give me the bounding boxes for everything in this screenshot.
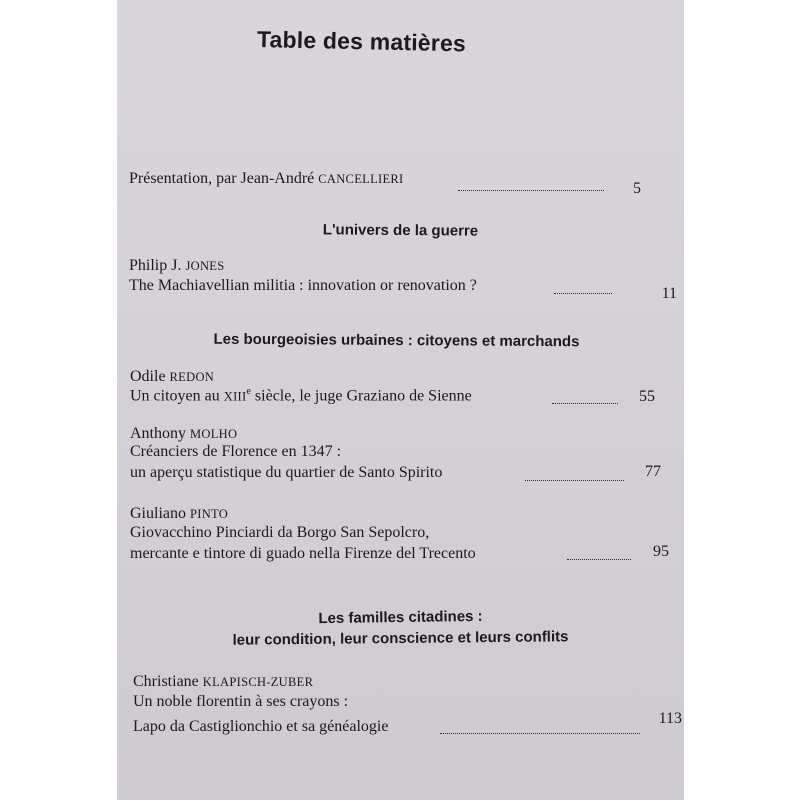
title-text: siècle, le juge Graziano de Sienne bbox=[250, 387, 472, 405]
page-number: 55 bbox=[639, 388, 655, 405]
entry-title-line: Giovacchino Pinciardi da Borgo San Sepolcro, bbox=[130, 524, 430, 541]
author-first-name: Anthony bbox=[130, 425, 190, 442]
presentation-prefix: Présentation, par Jean-André bbox=[129, 170, 319, 187]
author-last-name: PINTO bbox=[190, 507, 229, 521]
entry-author bbox=[129, 257, 224, 275]
leader-dots bbox=[567, 559, 631, 560]
entry-title-line: un aperçu statistique du quartier de Santo Spirito bbox=[130, 464, 443, 481]
author-last-name: KLAPISCH-ZUBER bbox=[202, 675, 314, 689]
page-number: 113 bbox=[658, 710, 682, 727]
page-number: 95 bbox=[653, 543, 669, 560]
entry-author bbox=[130, 368, 214, 386]
leader-dots bbox=[458, 190, 604, 191]
presentation-entry bbox=[129, 170, 404, 188]
entry-title-line: mercante e tintore di guado nella Firenze del Trecento bbox=[130, 545, 476, 562]
author-first-name: Giuliano bbox=[130, 505, 190, 522]
leader-dots bbox=[440, 733, 640, 734]
author-last-name: JONES bbox=[185, 259, 225, 273]
page-number: 5 bbox=[633, 180, 641, 197]
entry-title-line: Lapo da Castiglionchio et sa généalogie bbox=[133, 718, 389, 735]
section-heading: Les familles citadines : bbox=[318, 607, 483, 628]
century-numeral: XIII bbox=[223, 389, 247, 404]
author-first-name: Odile bbox=[130, 368, 170, 385]
section-heading: L'univers de la guerre bbox=[322, 221, 479, 240]
author-last-name: REDON bbox=[169, 370, 215, 384]
book-page bbox=[117, 0, 684, 800]
leader-dots bbox=[552, 403, 618, 404]
page-title: Table des matières bbox=[256, 26, 467, 57]
title-text: Un citoyen au bbox=[130, 387, 224, 405]
presentation-author: CANCELLIERI bbox=[318, 172, 404, 186]
section-heading: leur condition, leur conscience et leurs conflits bbox=[232, 628, 569, 649]
leader-dots bbox=[525, 480, 624, 481]
author-first-name: Christiane bbox=[133, 673, 203, 690]
entry-author bbox=[133, 673, 313, 691]
entry-title-line: Créanciers de Florence en 1347 : bbox=[130, 443, 342, 460]
section-heading: Les bourgeoisies urbaines : citoyens et marchands bbox=[213, 330, 580, 351]
superscript: e bbox=[246, 386, 251, 397]
entry-author bbox=[130, 425, 237, 443]
page-number: 11 bbox=[661, 285, 677, 302]
entry-title-line: Un noble florentin à ses crayons : bbox=[133, 693, 349, 710]
author-first-name: Philip J. bbox=[129, 257, 186, 274]
leader-dots bbox=[554, 293, 612, 294]
page-number: 77 bbox=[645, 463, 661, 480]
entry-title-line bbox=[130, 386, 472, 405]
author-last-name: MOLHO bbox=[190, 427, 238, 441]
entry-author bbox=[130, 505, 228, 523]
entry-title-line: The Machiavellian militia : innovation or renovation ? bbox=[129, 277, 477, 294]
